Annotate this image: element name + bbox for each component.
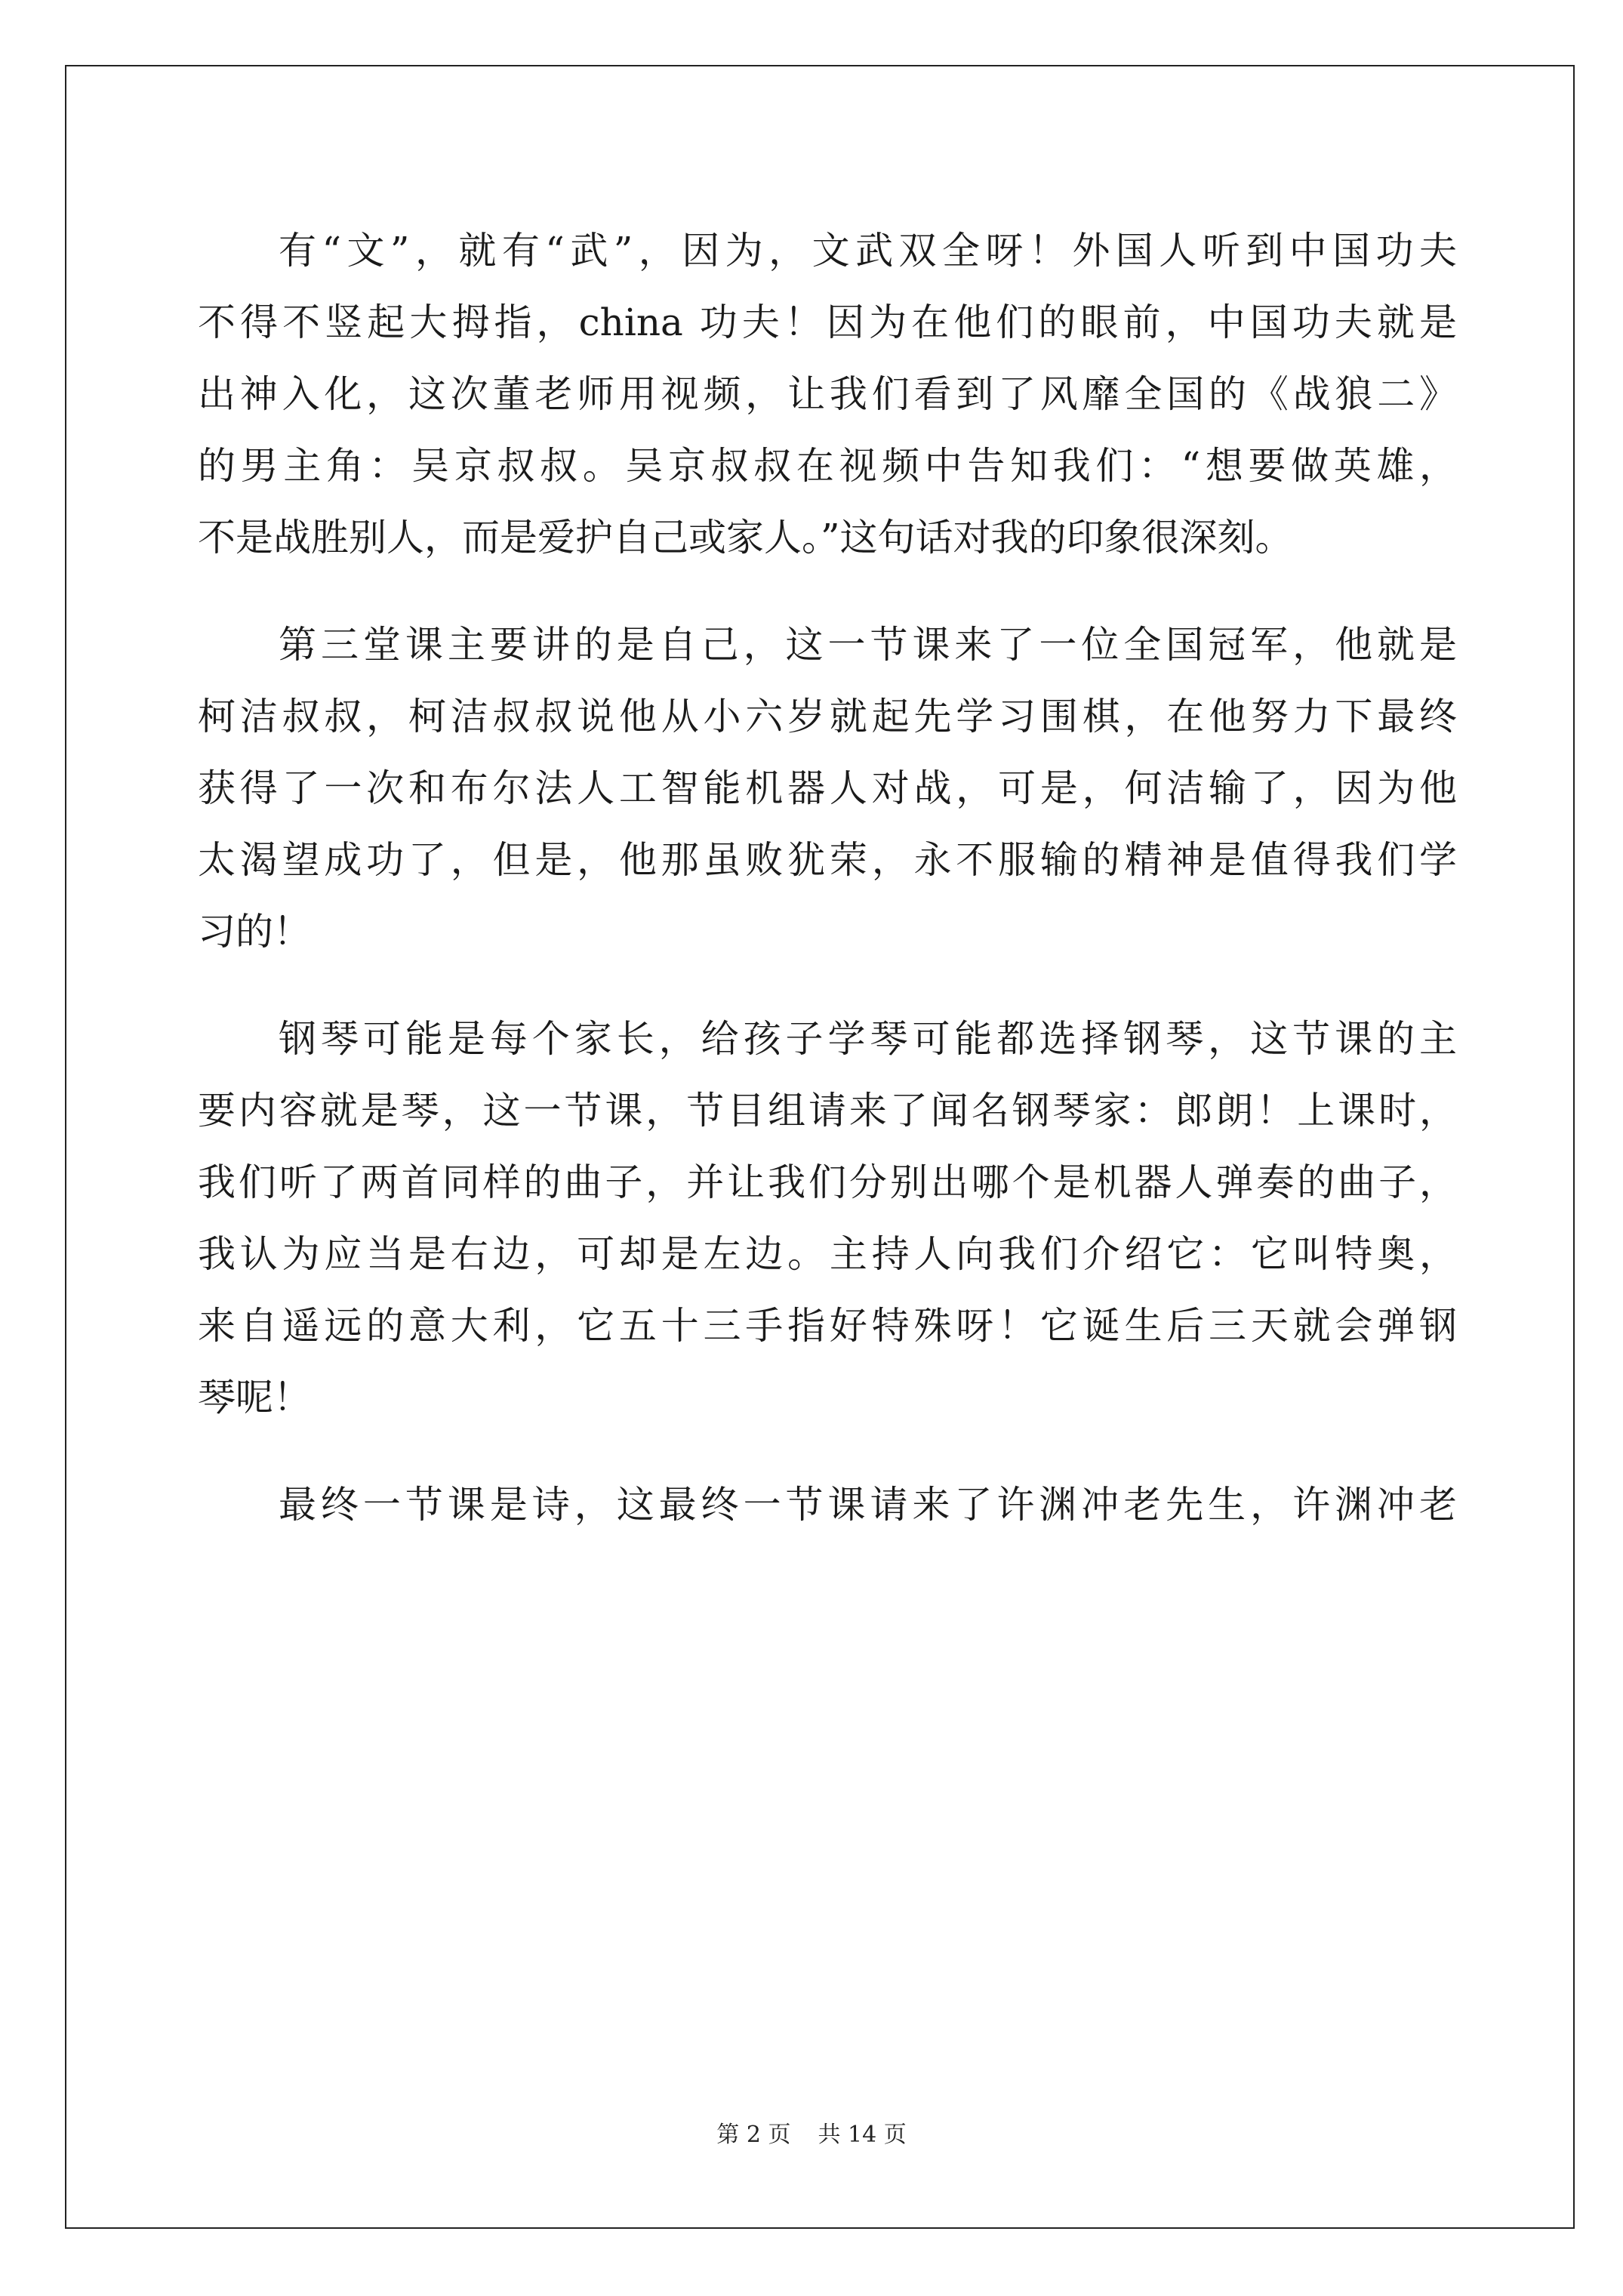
text-line: 获得了一次和布尔法人工智能机器人对战，可是，何洁输了，因为他 <box>198 766 1457 810</box>
paragraph-gap <box>198 968 1457 1003</box>
paragraph-1 <box>198 215 1457 574</box>
page-total: 共 14 页 <box>818 2122 907 2148</box>
paragraph-4 <box>198 1469 1457 1541</box>
paragraph-gap <box>198 574 1457 609</box>
text-line: 习的！ <box>198 910 311 954</box>
text-line: 要内容就是琴，这一节课，节目组请来了闻名钢琴家：郎朗！上课时， <box>198 1089 1457 1133</box>
text-line: 我们听了两首同样的曲子，并让我们分别出哪个是机器人弹奏的曲子， <box>198 1160 1457 1204</box>
text-line: 来自遥远的意大利，它五十三手指好特殊呀！它诞生后三天就会弹钢 <box>198 1304 1457 1348</box>
text-line: 不是战胜别人，而是爱护自己或家人。”这句话对我的印象很深刻。 <box>198 516 1293 559</box>
page-number: 第 2 页 <box>716 2122 791 2148</box>
text-line: 有“文”，就有“武”，因为，文武双全呀！外国人听到中国功夫 <box>279 229 1457 273</box>
text-line: 琴呢！ <box>198 1376 311 1419</box>
text-line: 最终一节课是诗，这最终一节课请来了许渊冲老先生，许渊冲老 <box>279 1483 1457 1527</box>
text-line: 我认为应当是右边，可却是左边。主持人向我们介绍它：它叫特奥， <box>198 1232 1457 1276</box>
text-line: 太渴望成功了，但是，他那虽败犹荣，永不服输的精神是值得我们学 <box>198 838 1457 882</box>
page-footer <box>0 2120 1623 2150</box>
text-line: 钢琴可能是每个家长，给孩子学琴可能都选择钢琴，这节课的主 <box>279 1017 1457 1061</box>
text-line: 第三堂课主要讲的是自己，这一节课来了一位全国冠军，他就是 <box>279 623 1457 667</box>
text-line: 不得不竖起大拇指，china 功夫！因为在他们的眼前，中国功夫就是 <box>198 300 1457 344</box>
text-line: 的男主角：吴京叔叔。吴京叔叔在视频中告知我们：“想要做英雄， <box>198 444 1457 488</box>
paragraph-2 <box>198 609 1457 968</box>
paragraph-3 <box>198 1003 1457 1434</box>
text-line: 柯洁叔叔，柯洁叔叔说他从小六岁就起先学习围棋，在他努力下最终 <box>198 695 1457 738</box>
paragraph-gap <box>198 1434 1457 1469</box>
document-body <box>198 215 1457 1541</box>
text-line: 出神入化，这次董老师用视频，让我们看到了风靡全国的《战狼二》 <box>198 372 1457 416</box>
